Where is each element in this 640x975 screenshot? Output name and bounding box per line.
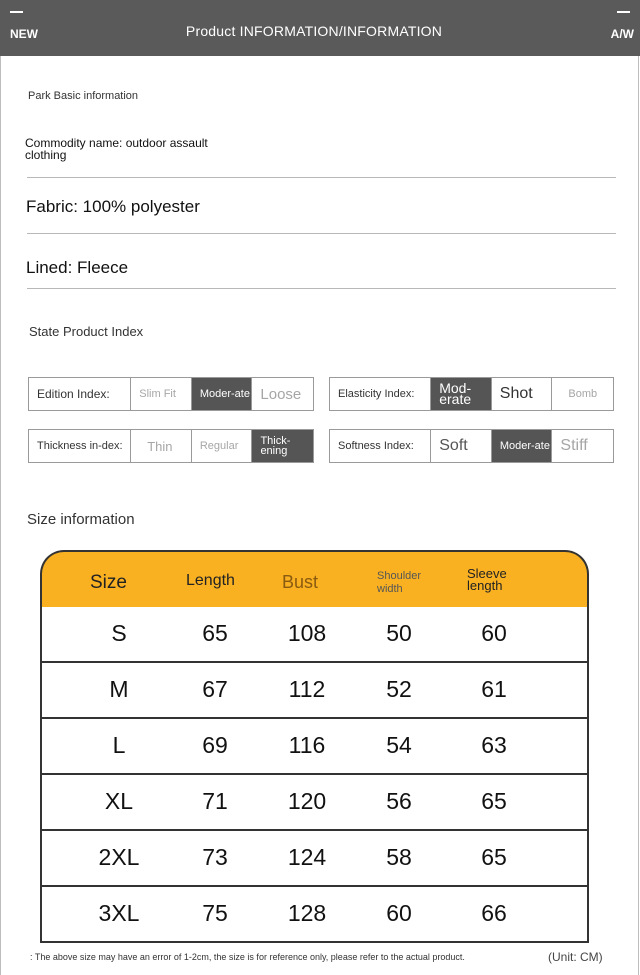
cell-sleeve: 65 [481, 844, 507, 870]
size-table [40, 550, 589, 943]
softness-index-label: Softness Index: [330, 430, 431, 462]
cell-size: S [111, 620, 127, 646]
option-thin: Thin [131, 430, 192, 462]
cell-size: L [112, 732, 126, 758]
option-bomb: Bomb [568, 388, 598, 400]
cell-length: 67 [202, 676, 228, 702]
option-moderate-selected: Moder-ate [192, 378, 253, 410]
cell-length: 69 [202, 732, 228, 758]
new-label: NEW [10, 27, 38, 41]
cell-shoulder: 60 [386, 900, 412, 926]
cell-bust: 124 [287, 844, 327, 870]
elasticity-index-label: Elasticity Index: [330, 378, 431, 410]
cell-bust: 120 [287, 788, 327, 814]
thickness-index [28, 429, 314, 463]
season-label: A/W [610, 27, 634, 41]
option-thickening-selected: Thick-ening [252, 430, 313, 462]
header-length: Length [186, 572, 235, 589]
elasticity-index [329, 377, 614, 411]
table-row [40, 775, 589, 831]
divider [27, 233, 616, 234]
option-moderate-selected: Moder-ate [492, 430, 553, 462]
option-shot: Shot [492, 378, 553, 410]
border-left [0, 56, 1, 975]
edition-index-label: Edition Index: [29, 378, 131, 410]
cell-size: XL [104, 788, 134, 814]
cell-length: 71 [202, 788, 228, 814]
table-row [40, 663, 589, 719]
border-right [638, 56, 639, 975]
cell-shoulder: 58 [386, 844, 412, 870]
softness-index [329, 429, 614, 463]
cell-shoulder: 52 [386, 676, 412, 702]
table-row [40, 607, 589, 663]
size-info-label: Size information [27, 511, 135, 528]
divider [27, 177, 616, 178]
header-sleeve-length: Sleeve length [467, 566, 507, 593]
cell-sleeve: 61 [481, 676, 507, 702]
page-title: Product INFORMATION/INFORMATION [185, 23, 443, 39]
edition-index [28, 377, 314, 411]
option-stiff: Stiff [560, 437, 588, 454]
cell-size: M [109, 676, 129, 702]
cell-size: 2XL [98, 844, 140, 870]
basic-info-label: Park Basic information [28, 90, 139, 102]
cell-bust: 112 [288, 676, 326, 702]
state-index-label: State Product Index [29, 324, 144, 339]
table-row [40, 887, 589, 943]
cell-bust: 108 [287, 620, 327, 646]
page-header [0, 0, 640, 56]
cell-length: 73 [202, 844, 228, 870]
dash-right [617, 11, 630, 13]
cell-size: 3XL [98, 900, 140, 926]
option-soft: Soft [431, 430, 492, 462]
header-bust: Bust [282, 572, 319, 592]
lined-text: Lined: Fleece [26, 258, 129, 277]
option-loose: Loose [260, 385, 302, 403]
dash-left [10, 11, 23, 13]
table-row [40, 831, 589, 887]
commodity-name: Commodity name: outdoor assault clothing [25, 136, 208, 162]
option-moderate-selected: Mod-erate [431, 378, 492, 410]
cell-sleeve: 60 [481, 620, 507, 646]
cell-length: 75 [202, 900, 228, 926]
header-shoulder-width: Shoulder width [377, 570, 422, 595]
cell-shoulder: 54 [386, 732, 412, 758]
option-regular: Regular [192, 430, 253, 462]
size-note: : The above size may have an error of 1-2cm, the size is for reference only, please refer to the actual product. [30, 952, 465, 962]
table-row [40, 719, 589, 775]
size-table-header [40, 550, 589, 607]
cell-shoulder: 50 [386, 620, 412, 646]
cell-length: 65 [202, 620, 228, 646]
option-slim-fit: Slim Fit [131, 378, 192, 410]
cell-bust: 128 [287, 900, 327, 926]
header-size: Size [90, 572, 127, 593]
cell-shoulder: 56 [386, 788, 412, 814]
fabric-text: Fabric: 100% polyester [26, 197, 200, 216]
cell-bust: 116 [288, 732, 326, 758]
thickness-index-label: Thickness in-dex: [29, 430, 131, 462]
divider [27, 288, 616, 289]
unit-label: (Unit: CM) [548, 950, 603, 964]
cell-sleeve: 65 [481, 788, 507, 814]
cell-sleeve: 66 [481, 900, 507, 926]
cell-sleeve: 63 [481, 732, 507, 758]
